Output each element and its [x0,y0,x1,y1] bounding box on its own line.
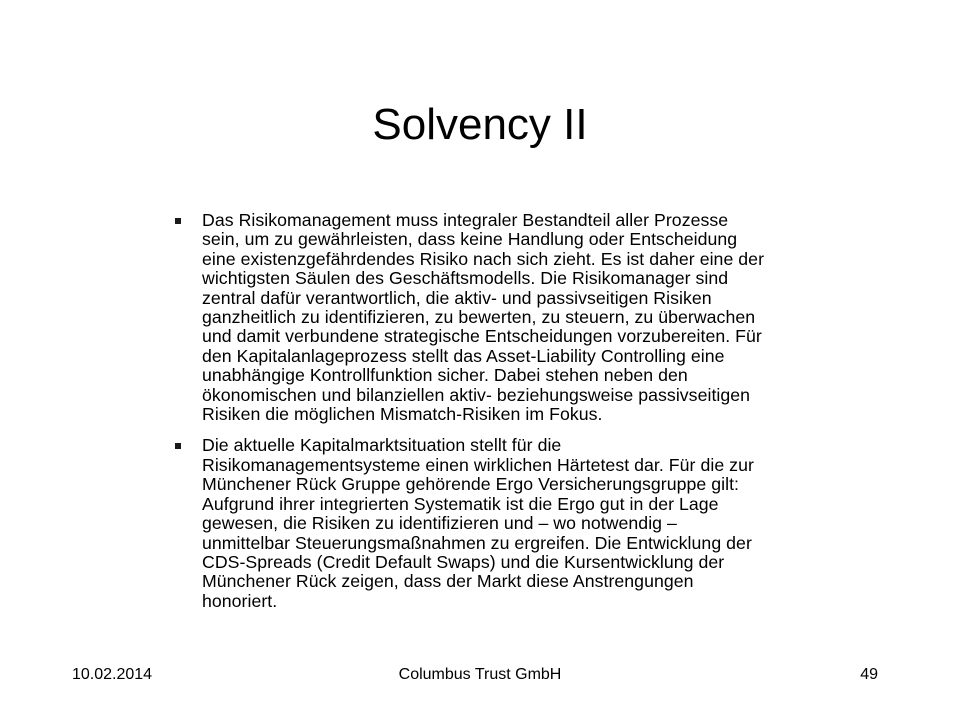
bullet-item [172,211,888,424]
slide-title: Solvency II [372,100,588,149]
square-bullet-icon [175,218,181,224]
footer-company: Columbus Trust GmbH [398,666,562,683]
footer-page-number: 49 [860,666,878,683]
bullet-text: Das Risikomanagement muss integraler Bestandteil aller Prozesse sein, um zu gewährleisten, dass keine Handlung oder Entscheidung eine existenzgefährdendes Risiko nach sich zieht. Es ist daher eine der wichtigsten Säulen des Geschäftsmodells. Die Risikomanager sind zentral dafür verantwortlich, die aktiv- und passivseitigen Risiken ganzheitlich zu identifizieren, zu bewerten, zu steuern, zu überwachen und damit verbundene strategische Entscheidungen vorzubereiten. Für den Kapitalanlageprozess stellt das Asset-Liability Controlling eine unabhängige Kontrollfunktion sicher. Dabei stehen neben den ökonomischen und bilanziellen aktiv- beziehungsweise passivseitigen Risiken die möglichen Mismatch-Risiken im Fokus. [202,210,765,425]
bullet-list [172,211,888,623]
bullet-text: Die aktuelle Kapitalmarktsituation stellt für die Risikomanagementsysteme einen wirklichen Härtetest dar. Für die zur Münchener Rück Gruppe gehörende Ergo Versicherungsgruppe gilt: Aufgrund ihrer integrierten Systematik ist die Ergo gut in der Lage gewesen, die Risiken zu identifizieren und – wo notwendig – unmittelbar Steuerungsmaßnahmen zu ergreifen. Die Entwicklung der CDS-Spreads (Credit Default Swaps) und die Kursentwicklung der Münchener Rück zeigen, dass der Markt diese Anstrengungen honoriert. [202,435,754,611]
square-bullet-icon [175,443,181,449]
bullet-item [172,436,888,611]
footer-date: 10.02.2014 [72,666,153,683]
